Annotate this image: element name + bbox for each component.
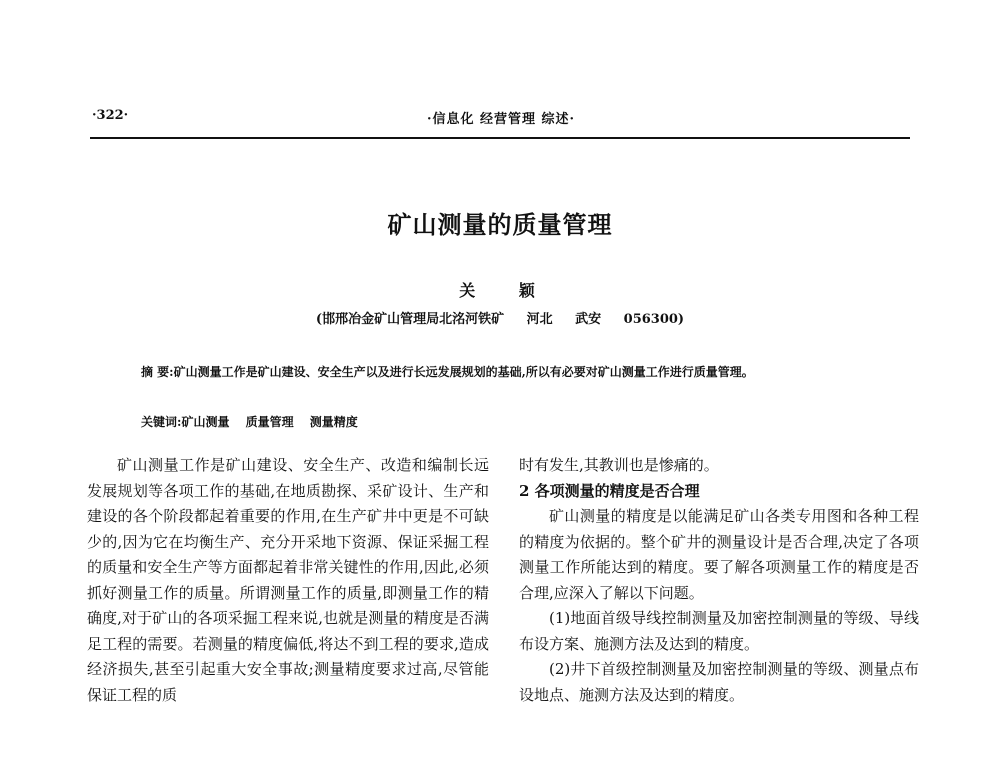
list-item: (1)地面首级导线控制测量及加密控制测量的等级、导线布设方案、施测方法及达到的精度。 [519, 609, 919, 653]
keywords [141, 413, 871, 430]
abstract [141, 361, 871, 383]
body-paragraph: 矿山测量工作是矿山建设、安全生产、改造和编制长远发展规划等各项工作的基础,在地质勘探、采矿设计、生产和建设的各个阶段都起着重要的作用,在生产矿井中更是不可缺少的,因为它在均衡生产、充分开采地下资源、保证采掘工程的质量和安全生产等方面都起着非常关键性的作用,因此,必须抓好测量工作的质量。所谓测量工作的质量,即测量工作的精确度,对于矿山的各项采掘工程来说,也就是测量的精度是否满足工程的需要。若测量的精度偏低,将达不到工程的要求,造成经济损失,甚至引起重大安全事故;测量精度要求过高,尽管能保证工程的质 [87, 456, 489, 704]
body-paragraph: 矿山测量的精度是以能满足矿山各类专用图和各种工程的精度为依据的。整个矿井的测量设计是否合理,决定了各项测量工作所能达到的精度。要了解各项测量工作的精度是否合理,应深入了解以下问题。 [519, 507, 919, 602]
body-paragraph-continued: 时有发生,其教训也是惨痛的。 [519, 456, 719, 474]
abstract-label: 摘 要: [141, 365, 174, 379]
author-name: 关 颖 [459, 281, 541, 300]
page-number: ·322· [92, 108, 129, 123]
body-column-left [87, 453, 489, 708]
body-column-right [519, 453, 919, 708]
keywords-label: 关键词: [141, 415, 182, 429]
keywords-text: 矿山测量 质量管理 测量精度 [181, 415, 358, 429]
section-heading: 2 各项测量的精度是否合理 [519, 481, 700, 500]
abstract-text: 矿山测量工作是矿山建设、安全生产以及进行长远发展规划的基础,所以有必要对矿山测量工作进行质量管理。 [173, 365, 754, 379]
section-label: ·信息化 经营管理 综述· [426, 112, 576, 127]
list-item: (2)井下首级控制测量及加密控制测量的等级、测量点布设地点、施测方法及达到的精度。 [519, 660, 919, 704]
author-affiliation: (邯邢冶金矿山管理局北洺河铁矿 河北 武安 056300) [315, 312, 685, 327]
page-header [92, 108, 910, 134]
article-title: 矿山测量的质量管理 [387, 210, 613, 239]
header-rule [90, 137, 910, 139]
